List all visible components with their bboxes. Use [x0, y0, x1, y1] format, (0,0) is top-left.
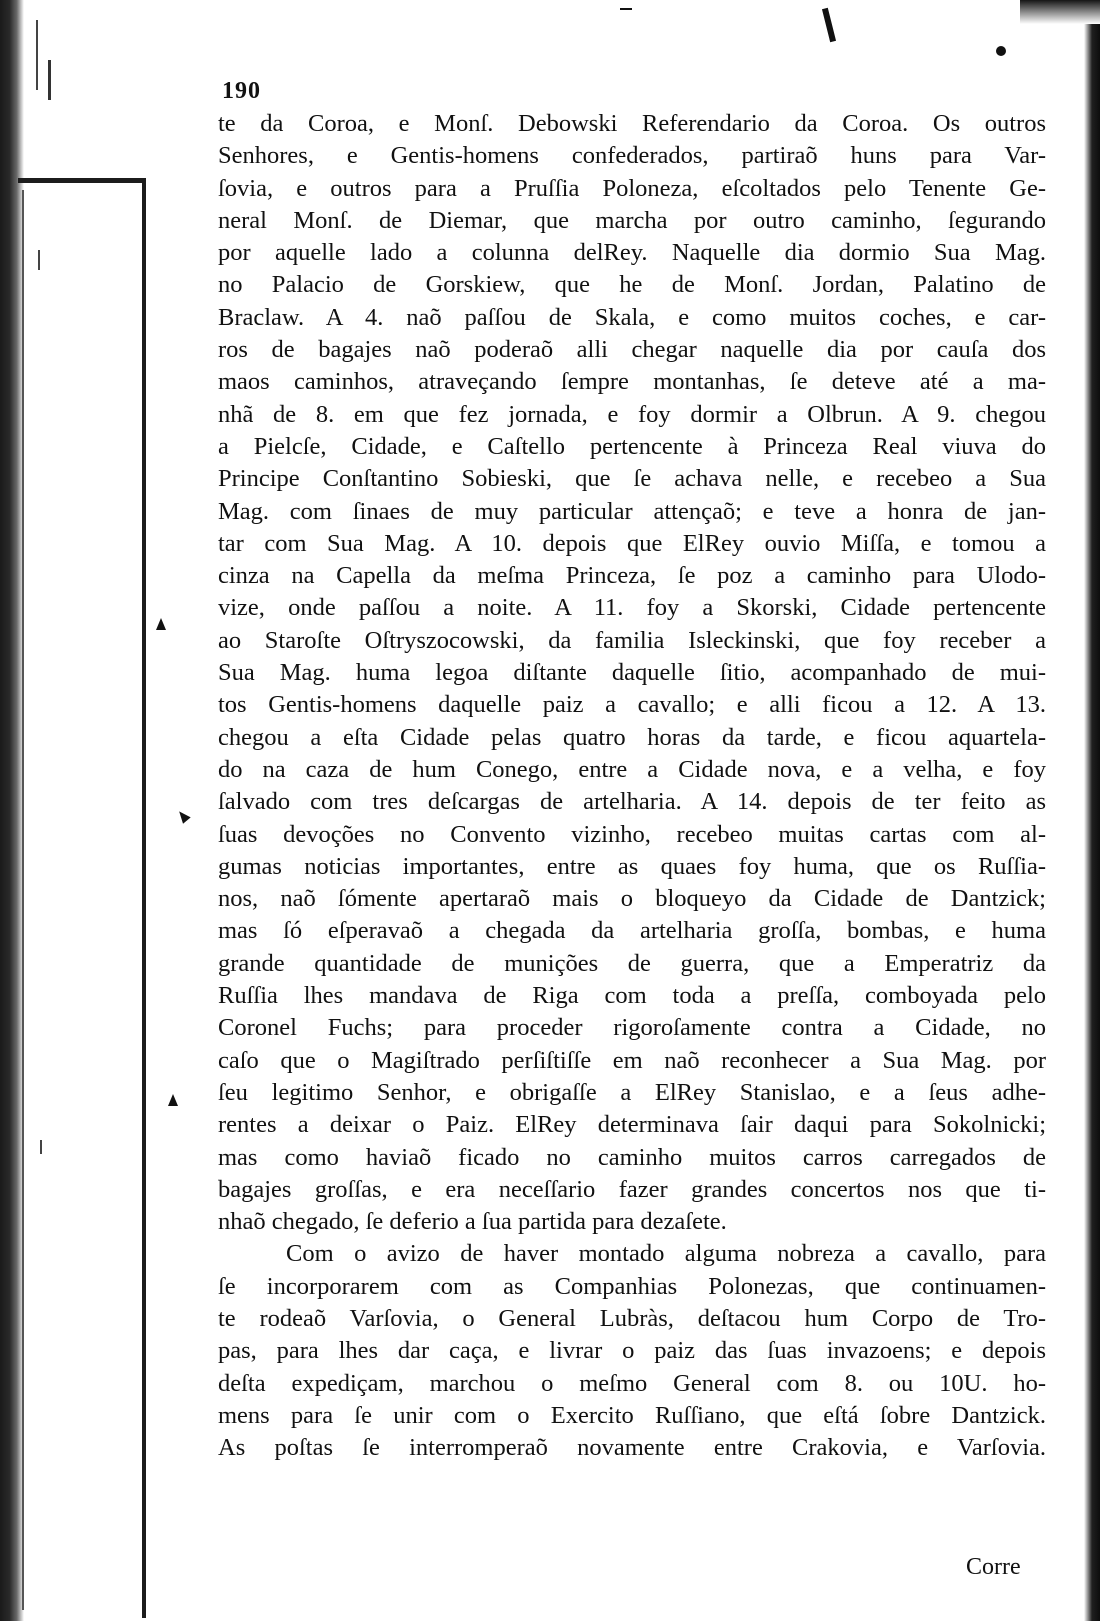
text-line: ſalvado com tres deſcargas de artelharia. A 14. depois de ter feito as [218, 788, 1046, 816]
scan-speck [40, 1140, 42, 1154]
margin-mark [175, 808, 190, 824]
scan-speck [36, 20, 38, 90]
text-line: rentes a deixar o Paiz. ElRey determinava ſair daqui para Sokolnicki; [218, 1111, 1046, 1139]
text-line: te rodeaõ Varſovia, o General Lubràs, deſtacou hum Corpo de Tro- [218, 1304, 1046, 1332]
page-number: 190 [222, 78, 261, 104]
scan-speck [48, 60, 51, 100]
text-line: caſo que o Magiſtrado perſiſtiſſe em naõ reconhecer a Sua Mag. por [218, 1046, 1046, 1074]
text-line: mas ſó eſperavaõ a chegada da artelharia groſſa, bombas, e huma [218, 917, 1046, 945]
text-line: ſovia, e outros para a Pruſſia Poloneza, eſcoltados pelo Tenente Ge- [218, 174, 1046, 202]
text-line: Mag. com ſinaes de muy particular attençaõ; e teve a honra de jan- [218, 497, 1046, 525]
text-line: Principe Conſtantino Sobieski, que ſe achava nelle, e recebeo a Sua [218, 465, 1046, 493]
text-line: do na caza de hum Conego, entre a Cidade nova, e a velha, e foy [218, 755, 1046, 783]
text-line: cinza na Capella da meſma Princeza, ſe poz a caminho para Ulodo- [218, 562, 1046, 590]
text-line: ao Staroſte Oſtryszocowski, da familia Isleckinski, que foy receber a [218, 626, 1046, 654]
text-line: mens para ſe unir com o Exercito Ruſſiano, que eſtá ſobre Dantzick. [218, 1401, 1046, 1429]
text-line: vize, onde paſſou a noite. A 11. foy a Skorski, Cidade pertencente [218, 594, 1046, 622]
body-text [218, 108, 1046, 1464]
margin-frame-inner [22, 190, 24, 1610]
text-line: Braclaw. A 4. naõ paſſou de Skala, e como muitos coches, e car- [218, 303, 1046, 331]
text-line: no Palacio de Gorskiew, que he de Monſ. Jordan, Palatino de [218, 271, 1046, 299]
text-line: te da Coroa, e Monſ. Debowski Referendario da Coroa. Os outros [218, 110, 1046, 137]
margin-frame-side [142, 178, 146, 1618]
text-line: gumas noticias importantes, entre as quaes foy huma, que os Ruſſia- [218, 852, 1046, 880]
text-line: nhaõ chegado, ſe deferio a ſua partida para dezaſete. [218, 1208, 727, 1236]
text-line: nhã de 8. em que fez jornada, e foy dormir a Olbrun. A 9. chegou [218, 400, 1046, 428]
text-line: maos caminhos, atraveçando ſempre montanhas, ſe deteve até a ma- [218, 368, 1046, 396]
text-line: Com o avizo de haver montado alguma nobreza a cavallo, para [286, 1240, 1046, 1268]
text-line: ros de bagajes naõ poderaõ alli chegar naquelle dia por cauſa dos [218, 336, 1046, 364]
text-line: Sua Mag. huma legoa diſtante daquelle ſitio, acompanhado de mui- [218, 659, 1046, 687]
text-line: tar com Sua Mag. A 10. depois que ElRey ouvio Miſſa, e tomou a [218, 529, 1046, 557]
text-line: Senhores, e Gentis-homens confederados, partiraõ huns para Var- [218, 142, 1046, 170]
scan-edge-left [0, 0, 24, 1621]
margin-mark [156, 618, 166, 630]
text-line: neral Monſ. de Diemar, que marcha por outro caminho, ſegurando [218, 206, 1046, 234]
catchword: Corre [966, 1554, 1021, 1580]
text-line: ſe incorporarem com as Companhias Polonezas, que continuamen- [218, 1272, 1046, 1300]
text-line: deſta expediçam, marchou o meſmo General com 8. ou 10U. ho- [218, 1369, 1046, 1397]
scan-edge-right [1084, 0, 1100, 1621]
text-line: Coronel Fuchs; para proceder rigoroſamente contra a Cidade, no [218, 1014, 1046, 1042]
scan-speck [38, 250, 40, 270]
text-line: a Pielcſe, Cidade, e Caſtello pertencente à Princeza Real viuva do [218, 432, 1046, 460]
text-line: As poſtas ſe interromperaõ novamente entre Crakovia, e Varſovia. [218, 1434, 1046, 1462]
text-line: chegou a eſta Cidade pelas quatro horas da tarde, e ficou aquartela- [218, 723, 1046, 751]
scan-speck [620, 8, 632, 10]
scan-speck [996, 46, 1006, 56]
text-line: nos, naõ ſómente apertaraõ mais o bloqueyo da Cidade de Dantzick; [218, 885, 1046, 913]
text-line: ſuas devoções no Convento vizinho, recebeo muitas cartas com al- [218, 820, 1046, 848]
text-line: Ruſſia lhes mandava de Riga com toda a preſſa, comboyada pelo [218, 982, 1046, 1010]
text-line: pas, para lhes dar caça, e livrar o paiz das ſuas invazoens; e depois [218, 1337, 1046, 1365]
text-line: tos Gentis-homens daquelle paiz a cavallo; e alli ficou a 12. A 13. [218, 691, 1046, 719]
scan-edge-top-right [1020, 0, 1100, 24]
text-line: ſeu legitimo Senhor, e obrigaſſe a ElRey Stanislao, e a ſeus adhe- [218, 1078, 1046, 1106]
scan-speck [822, 8, 836, 42]
margin-frame-top [18, 178, 146, 183]
margin-mark [168, 1094, 178, 1106]
text-line: bagajes groſſas, e era neceſſario fazer grandes concertos nos que ti- [218, 1175, 1046, 1203]
text-line: mas como haviaõ ficado no caminho muitos carros carregados de [218, 1143, 1046, 1171]
text-line: por aquelle lado a colunna delRey. Naquelle dia dormio Sua Mag. [218, 239, 1046, 267]
text-line: grande quantidade de munições de guerra, que a Emperatriz da [218, 949, 1046, 977]
